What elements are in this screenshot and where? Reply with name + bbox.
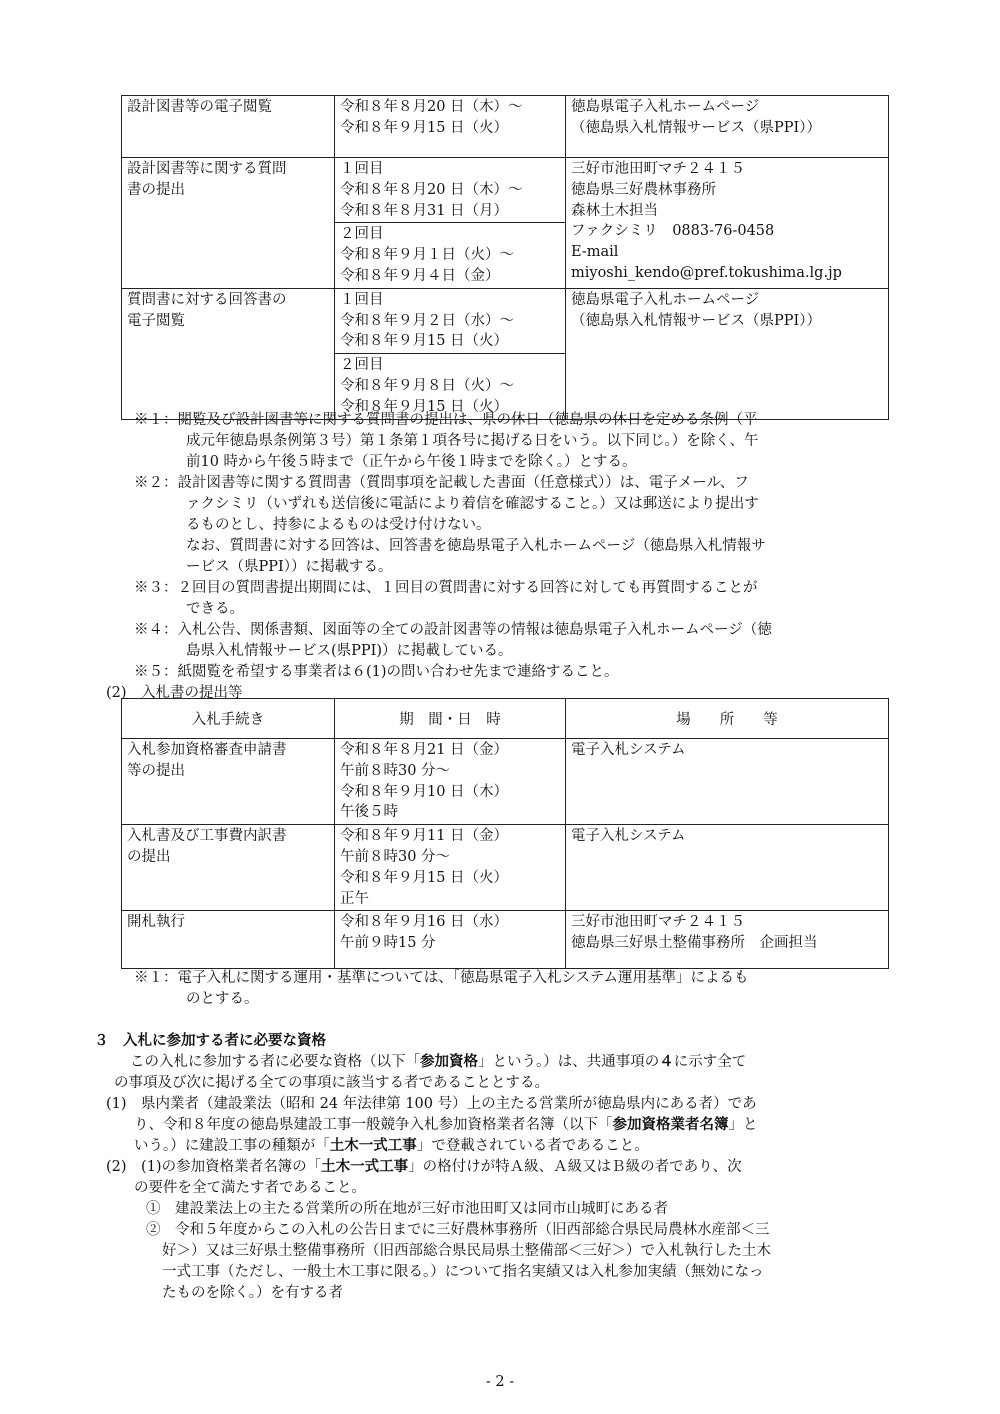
page-number: - 2 - (485, 1374, 515, 1390)
note-line: 前10 時から午後５時まで（正午から午後１時までを除く。）とする。 (186, 454, 637, 470)
note-line: ※２：設計図書等に関する質問書（質問事項を記載した書面（任意様式））は、電子メール、フ (134, 475, 749, 491)
table-row (122, 158, 889, 223)
table-header: 期 間・日 時 (335, 699, 566, 739)
text-run: 」の格付けが特Ａ級、Ａ級又はＢ級の者であり、次 (408, 1159, 742, 1175)
table-cell-period: 令和８年９月16 日（水） 午前９時15 分 (335, 911, 566, 969)
text-run: 」で登載されている者であること。 (416, 1138, 649, 1154)
note-line: なお、質問書に対する回答は、回答書を徳島県電子入札ホームページ（徳島県入札情報サ (186, 538, 766, 554)
table-cell-label: 入札参加資格審査申請書 等の提出 (122, 739, 335, 825)
table-row (122, 288, 889, 353)
table-cell-label: 設計図書等に関する質問 書の提出 (122, 158, 335, 289)
bold-term: ４ (659, 1054, 674, 1070)
table-row (122, 911, 889, 969)
table-cell-label: 開札執行 (122, 911, 335, 969)
table-cell-period: 令和８年８月20 日（木）～ 令和８年９月15 日（火） (335, 96, 566, 158)
note-line: ※１：閲覧及び設計図書等に関する質問書の提出は、県の休日（徳島県の休日を定める条例（平 (134, 412, 758, 428)
section-heading: ３ 入札に参加する者に必要な資格 (94, 1033, 326, 1049)
item-line: (1) 県内業者（建設業法（昭和 24 年法律第 100 号）上の主たる営業所が徳島県内にある者）であ (106, 1096, 757, 1112)
text-run: 」という。）は、共通事項の (478, 1054, 660, 1070)
text-run: に示す全て (673, 1054, 747, 1070)
note-line: ※３：２回目の質問書提出期間には、１回目の質問書に対する回答に対しても再質問することが (134, 580, 758, 596)
table-row (122, 96, 889, 158)
sub-item-line: ① 建設業法上の主たる営業所の所在地が三好市池田町又は同市山城町にある者 (146, 1201, 668, 1217)
table-row (122, 739, 889, 825)
table-header: 場 所 等 (566, 699, 889, 739)
table-cell-period: １回目 令和８年８月20 日（木）～ 令和８年８月31 日（月） (335, 158, 566, 223)
table-cell-place: 電子入札システム (566, 825, 889, 911)
item-line (106, 1157, 742, 1178)
note-line: 島県入札情報サービス(県PPI)）に掲載している。 (186, 643, 513, 659)
sub-item-line: 一式工事（ただし、一般土木工事に限る。）について指名実績又は入札参加実績（無効になっ (162, 1264, 764, 1280)
table-cell-place: 徳島県電子入札ホームページ （徳島県入札情報サービス（県PPI）） (566, 288, 889, 419)
sub-item-line: たものを除く。）を有する者 (162, 1285, 343, 1301)
bold-term: 土木一式工事 (329, 1138, 417, 1154)
table-cell-place: 三好市池田町マチ２４１５ 徳島県三好農林事務所 森林土木担当 ファクシミリ 0883-76-0458 E-mail miyoshi_kendo@pref.tokushima.lg.jp (566, 158, 889, 289)
table-cell-period: １回目 令和８年９月２日（水）～ 令和８年９月15 日（火） (335, 288, 566, 353)
table-cell-place: 徳島県電子入札ホームページ （徳島県入札情報サービス（県PPI）） (566, 96, 889, 158)
bold-term: 土木一式工事 (321, 1159, 409, 1175)
section-subheading: (2) 入札書の提出等 (106, 685, 243, 701)
table-cell-label: 質問書に対する回答書の 電子閲覧 (122, 288, 335, 419)
text-run: り、令和８年度の徳島県建設工事一般競争入札参加資格業者名簿（以下「 (134, 1117, 613, 1133)
item-line: の要件を全て満たす者であること。 (134, 1180, 366, 1196)
table-cell-period: 令和８年９月11 日（金） 午前８時30 分～ 令和８年９月15 日（火） 正午 (335, 825, 566, 911)
sub-item-line: ② 令和５年度からこの入札の公告日までに三好農林事務所（旧西部総合県民局農林水産部＜三 (146, 1222, 770, 1238)
table-cell-period: ２回目 令和８年９月１日（火）～ 令和８年９月４日（金） (335, 223, 566, 288)
note-line: ァクシミリ（いずれも送信後に電話により着信を確認すること。）又は郵送により提出す (186, 496, 759, 512)
schedule-table-2 (121, 698, 889, 969)
item-line (134, 1115, 758, 1136)
note-line: ※１：電子入札に関する運用・基準については、「徳島県電子入札システム運用基準」によるも (134, 970, 749, 986)
table-cell-label: 入札書及び工事費内訳書 の提出 (122, 825, 335, 911)
sub-item-line: 好＞）又は三好県土整備事務所（旧西部総合県民局県土整備部＜三好＞）で入札執行した土木 (162, 1243, 771, 1259)
table-cell-place: 三好市池田町マチ２４１５ 徳島県三好県土整備事務所 企画担当 (566, 911, 889, 969)
table-cell-period: 令和８年８月21 日（金） 午前８時30 分～ 令和８年９月10 日（木） 午後５時 (335, 739, 566, 825)
note-line: のとする。 (186, 991, 259, 1007)
text-run: いう。）に建設工事の種類が「 (134, 1138, 330, 1154)
paragraph-line: の事項及び次に掲げる全ての事項に該当する者であることとする。 (114, 1075, 549, 1091)
text-run: (2) (1)の参加資格業者名簿の「 (106, 1159, 322, 1175)
table-cell-period: ２回目 令和８年９月８日（火）～ 令和８年９月15 日（火） (335, 354, 566, 419)
table-header-row (122, 699, 889, 739)
note-line: できる。 (186, 601, 244, 617)
bold-term: 参加資格 (420, 1054, 478, 1070)
note-line: ービス（県PPI））に掲載する。 (186, 559, 393, 575)
table-header: 入札手続き (122, 699, 335, 739)
table-row (122, 825, 889, 911)
text-run: 」と (728, 1117, 758, 1133)
note-line: ※５：紙閲覧を希望する事業者は６(1)の問い合わせ先まで連絡すること。 (134, 664, 619, 680)
item-line (134, 1136, 649, 1157)
note-line: ※４：入札公告、関係書類、図面等の全ての設計図書等の情報は徳島県電子入札ホームページ（徳 (134, 622, 772, 638)
table-cell-place: 電子入札システム (566, 739, 889, 825)
note-line: 成元年徳島県条例第３号）第１条第１項各号に掲げる日をいう。以下同じ。）を除く、午 (186, 433, 759, 449)
paragraph-line (130, 1052, 746, 1073)
bold-term: 参加資格業者名簿 (612, 1117, 729, 1133)
text-run: この入札に参加する者に必要な資格（以下「 (130, 1054, 420, 1070)
note-line: るものとし、持参によるものは受け付けない。 (186, 517, 491, 533)
table-cell-label: 設計図書等の電子閲覧 (122, 96, 335, 158)
schedule-table-1 (121, 95, 889, 420)
